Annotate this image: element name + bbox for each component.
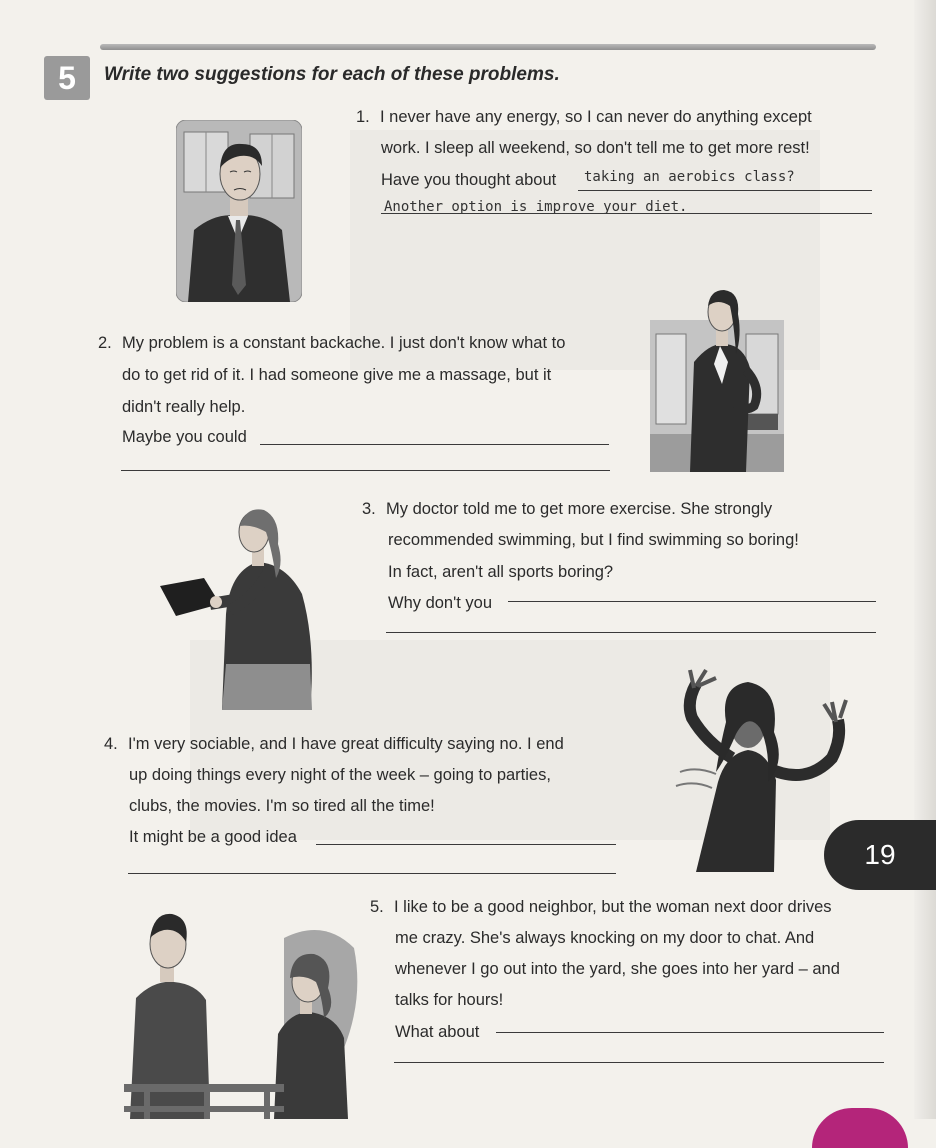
problem-5-line-1: 5. I like to be a good neighbor, but the woman next door drives (370, 898, 832, 916)
problem-5-line-2: me crazy. She's always knocking on my door to chat. And (395, 929, 815, 947)
answer-line[interactable] (496, 1032, 884, 1033)
corner-tab (812, 1108, 908, 1148)
section-rule (100, 44, 876, 50)
problem-1-line-1: 1. I never have any energy, so I can never do anything except (356, 108, 812, 126)
answer-line[interactable] (386, 632, 876, 633)
problem-1-answer-2[interactable]: Another option is improve your diet. (384, 199, 688, 215)
answer-line[interactable] (316, 844, 616, 845)
problem-4-line-2: up doing things every night of the week – going to parties, (129, 766, 551, 784)
problem-4-number: 4. (104, 735, 118, 753)
problem-3-line-1: 3. My doctor told me to get more exercise. She strongly (362, 500, 773, 518)
answer-line[interactable] (128, 873, 616, 874)
problem-1-number: 1. (356, 108, 370, 126)
problem-5-number: 5. (370, 898, 384, 916)
problem-4-line-1: 4. I'm very sociable, and I have great difficulty saying no. I end (104, 735, 564, 753)
answer-line[interactable] (121, 470, 610, 471)
page-number: 19 (824, 820, 936, 890)
problem-3-prompt: Why don't you (388, 594, 493, 612)
problem-1-line-2: work. I sleep all weekend, so don't tell me to get more rest! (381, 139, 810, 157)
problem-1-answer-1[interactable]: taking an aerobics class? (584, 169, 795, 185)
problem-3-line-2: recommended swimming, but I find swimming so boring! (388, 531, 799, 549)
problem-2-prompt: Maybe you could (122, 428, 247, 446)
problem-5-prompt: What about (395, 1023, 480, 1041)
problem-4-line-3: clubs, the movies. I'm so tired all the time! (129, 797, 435, 815)
problem-3-number: 3. (362, 500, 376, 518)
illustration-tired-man (176, 120, 302, 302)
answer-line (578, 190, 872, 191)
problem-2-number: 2. (98, 334, 112, 352)
answer-line[interactable] (394, 1062, 884, 1063)
answer-line[interactable] (508, 601, 876, 602)
problem-2-line-1: 2. My problem is a constant backache. I just don't know what to (98, 334, 566, 352)
illustration-man-and-neighbor (124, 908, 364, 1119)
answer-line (381, 213, 872, 214)
problem-1-prompt: Have you thought about (381, 171, 557, 189)
page-edge-shadow (914, 0, 936, 1119)
illustration-woman-with-tablet (160, 504, 322, 710)
answer-line[interactable] (260, 444, 609, 445)
problem-4-prompt: It might be a good idea (129, 828, 297, 846)
problem-3-line-3: In fact, aren't all sports boring? (388, 563, 614, 581)
problem-5-line-4: talks for hours! (395, 991, 504, 1009)
problem-2-line-3: didn't really help. (122, 398, 246, 416)
exercise-instruction: Write two suggestions for each of these problems. (104, 64, 560, 85)
exercise-number-badge: 5 (44, 56, 90, 100)
problem-2-line-2: do to get rid of it. I had someone give me a massage, but it (122, 366, 552, 384)
problem-5-line-3: whenever I go out into the yard, she goes into her yard – and (395, 960, 840, 978)
illustration-woman-backache (650, 284, 784, 472)
